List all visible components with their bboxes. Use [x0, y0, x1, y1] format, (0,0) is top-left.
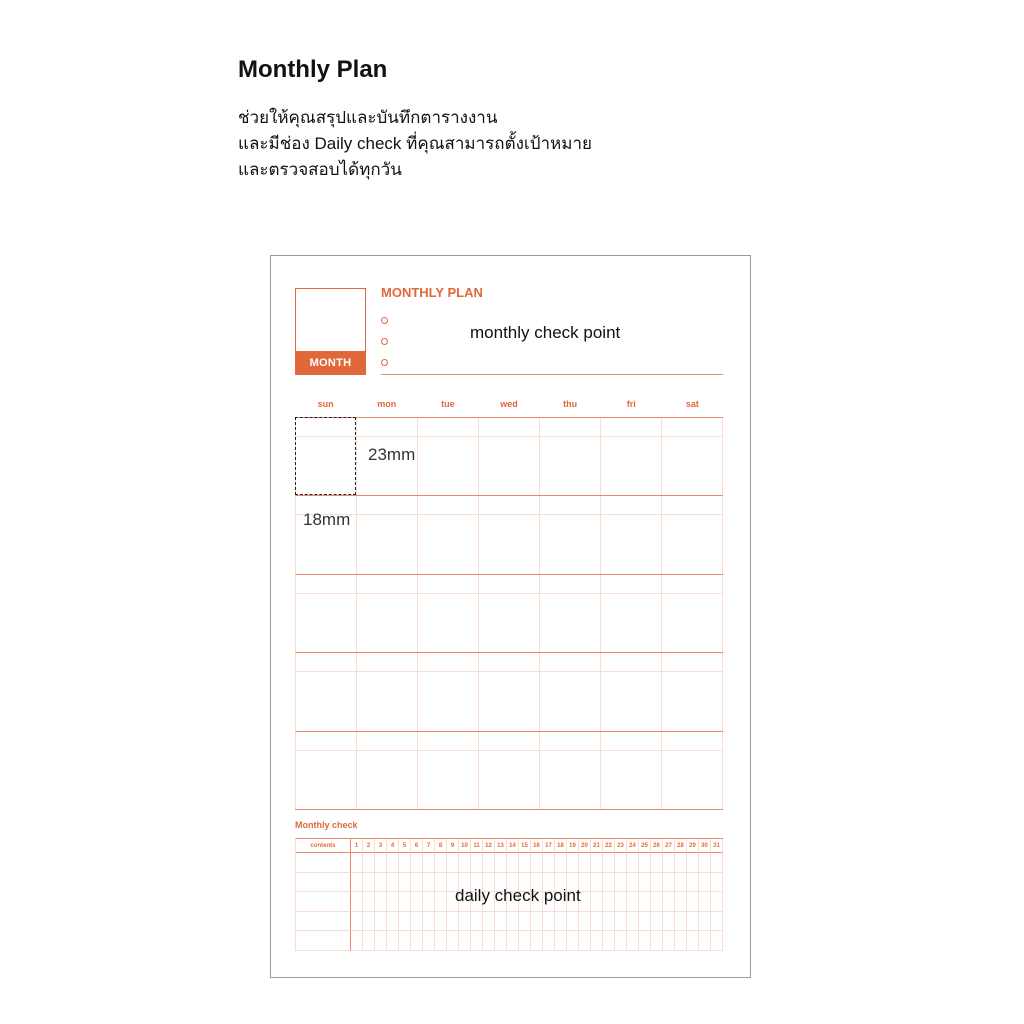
daily-check-cell	[711, 873, 723, 893]
calendar-day-cell	[418, 575, 479, 652]
daily-check-cell	[483, 912, 495, 932]
daily-check-cell	[639, 912, 651, 932]
daily-check-cell	[543, 912, 555, 932]
daily-check-cell	[567, 912, 579, 932]
day-number-header: 11	[471, 839, 483, 853]
calendar-day-cell	[479, 653, 540, 730]
weekday-label-mon: mon	[377, 399, 397, 409]
daily-check-cell	[639, 931, 651, 951]
checklist-bullet-icon	[381, 338, 388, 345]
daily-check-cell	[399, 853, 411, 873]
description-line: และตรวจสอบได้ทุกวัน	[238, 160, 402, 179]
day-number-header: 13	[495, 839, 507, 853]
daily-check-cell	[447, 931, 459, 951]
monthly-check-title: Monthly check	[295, 820, 358, 830]
daily-check-cell	[555, 931, 567, 951]
daily-check-cell	[363, 931, 375, 951]
daily-check-cell	[495, 853, 507, 873]
month-box	[295, 288, 366, 375]
contents-entry-cell	[296, 931, 351, 951]
daily-check-cell	[399, 892, 411, 912]
day-number-header: 26	[651, 839, 663, 853]
calendar-day-cell	[662, 418, 723, 495]
daily-check-cell	[423, 912, 435, 932]
day-number-header: 21	[591, 839, 603, 853]
daily-check-cell	[651, 873, 663, 893]
weekday-label-tue: tue	[441, 399, 455, 409]
day-number-header: 22	[603, 839, 615, 853]
calendar-day-cell	[662, 496, 723, 573]
daily-check-cell	[591, 931, 603, 951]
daily-check-cell	[507, 912, 519, 932]
daily-check-cell	[627, 853, 639, 873]
daily-check-cell	[627, 892, 639, 912]
daily-check-cell	[627, 931, 639, 951]
day-number-header: 24	[627, 839, 639, 853]
daily-check-cell	[615, 931, 627, 951]
daily-check-cell	[435, 853, 447, 873]
calendar-day-cell	[296, 732, 357, 809]
monthly-plan-heading: MONTHLY PLAN	[381, 285, 483, 300]
daily-check-cell	[639, 892, 651, 912]
daily-check-cell	[579, 912, 591, 932]
calendar-day-cell	[357, 732, 418, 809]
daily-check-cell	[375, 931, 387, 951]
daily-check-cell	[711, 912, 723, 932]
calendar-day-cell	[601, 496, 662, 573]
daily-check-cell	[603, 912, 615, 932]
day-number-header: 23	[615, 839, 627, 853]
daily-check-cell	[663, 931, 675, 951]
daily-check-cell	[603, 892, 615, 912]
day-number-header: 5	[399, 839, 411, 853]
daily-check-cell	[483, 853, 495, 873]
description-line: และมีช่อง Daily check ที่คุณสามารถตั้งเป้าหมาย	[238, 134, 592, 153]
calendar-day-cell	[296, 496, 357, 573]
daily-check-cell	[363, 853, 375, 873]
calendar-day-cell	[601, 418, 662, 495]
daily-check-cell	[579, 853, 591, 873]
daily-check-cell	[447, 853, 459, 873]
daily-check-cell	[711, 892, 723, 912]
daily-check-cell	[543, 853, 555, 873]
calendar-day-cell	[540, 496, 601, 573]
daily-check-cell	[627, 912, 639, 932]
day-number-header: 28	[675, 839, 687, 853]
daily-check-cell	[495, 931, 507, 951]
checklist-bullet-icon	[381, 317, 388, 324]
weekday-label-fri: fri	[626, 399, 636, 409]
daily-check-cell	[603, 931, 615, 951]
daily-check-cell	[435, 931, 447, 951]
daily-check-cell	[555, 912, 567, 932]
daily-check-cell	[603, 873, 615, 893]
calendar-day-cell	[418, 732, 479, 809]
daily-check-cell	[519, 912, 531, 932]
daily-check-cell	[483, 931, 495, 951]
daily-check-cell	[627, 873, 639, 893]
weekday-label-sun: sun	[317, 399, 334, 409]
daily-check-cell	[375, 853, 387, 873]
daily-check-cell	[543, 931, 555, 951]
day-number-header: 10	[459, 839, 471, 853]
month-label: MONTH	[296, 351, 365, 374]
daily-check-cell	[699, 892, 711, 912]
daily-check-cell	[459, 853, 471, 873]
daily-check-cell	[435, 873, 447, 893]
calendar-week-row	[295, 495, 723, 573]
calendar-day-cell	[479, 418, 540, 495]
daily-check-cell	[423, 931, 435, 951]
calendar-day-cell	[479, 496, 540, 573]
day-number-header: 31	[711, 839, 723, 853]
daily-check-cell	[387, 873, 399, 893]
daily-check-cell	[375, 912, 387, 932]
daily-check-cell	[663, 912, 675, 932]
calendar-day-cell	[357, 496, 418, 573]
daily-check-cell	[579, 931, 591, 951]
daily-check-cell	[399, 873, 411, 893]
daily-check-cell	[663, 853, 675, 873]
day-number-header: 15	[519, 839, 531, 853]
calendar-day-cell	[357, 575, 418, 652]
day-number-header: 6	[411, 839, 423, 853]
weekday-label-thu: thu	[563, 399, 578, 409]
day-number-header: 7	[423, 839, 435, 853]
daily-check-cell	[519, 931, 531, 951]
daily-check-cell	[711, 853, 723, 873]
calendar-day-cell	[479, 732, 540, 809]
calendar-week-row	[295, 652, 723, 730]
cell-width-label: 18mm	[303, 510, 351, 529]
weekday-label-sat: sat	[685, 399, 699, 409]
daily-check-cell	[399, 931, 411, 951]
daily-check-cell	[711, 931, 723, 951]
daily-check-cell	[411, 892, 423, 912]
day-number-header: 17	[543, 839, 555, 853]
calendar-day-cell	[540, 653, 601, 730]
daily-check-cell	[471, 931, 483, 951]
daily-check-cell	[507, 853, 519, 873]
daily-check-cell	[663, 892, 675, 912]
day-number-header: 25	[639, 839, 651, 853]
calendar-day-cell	[296, 575, 357, 652]
calendar-day-cell	[601, 575, 662, 652]
daily-check-cell	[603, 853, 615, 873]
daily-check-cell	[531, 912, 543, 932]
daily-check-cell	[459, 912, 471, 932]
daily-check-cell	[507, 931, 519, 951]
daily-check-cell	[567, 931, 579, 951]
checklist-bullet-icon	[381, 359, 388, 366]
calendar-day-cell	[357, 653, 418, 730]
daily-check-cell	[699, 873, 711, 893]
calendar-day-cell	[418, 496, 479, 573]
daily-check-cell	[471, 853, 483, 873]
day-number-header: 3	[375, 839, 387, 853]
daily-check-cell	[351, 912, 363, 932]
day-number-header: 18	[555, 839, 567, 853]
page-title: Monthly Plan	[238, 56, 388, 83]
daily-check-cell	[651, 931, 663, 951]
daily-check-cell	[531, 931, 543, 951]
daily-check-cell	[555, 853, 567, 873]
daily-check-cell	[651, 892, 663, 912]
calendar-day-cell	[601, 653, 662, 730]
daily-check-cell	[411, 931, 423, 951]
daily-check-cell	[387, 931, 399, 951]
daily-check-cell	[699, 912, 711, 932]
description-line: ช่วยให้คุณสรุปและบันทึกตารางงาน	[238, 108, 498, 127]
calendar-day-cell	[540, 575, 601, 652]
daily-check-cell	[675, 931, 687, 951]
calendar-day-cell	[662, 575, 723, 652]
contents-entry-cell	[296, 892, 351, 912]
daily-check-cell	[375, 892, 387, 912]
cell-height-label: 23mm	[368, 445, 416, 464]
day-number-header: 2	[363, 839, 375, 853]
daily-check-cell	[387, 853, 399, 873]
day-number-header: 14	[507, 839, 519, 853]
daily-check-cell	[687, 873, 699, 893]
daily-check-cell	[399, 912, 411, 932]
calendar-week-row	[295, 731, 723, 809]
contents-entry-cell	[296, 873, 351, 893]
daily-check-cell	[663, 873, 675, 893]
daily-check-cell	[567, 853, 579, 873]
daily-check-cell	[471, 912, 483, 932]
day-number-header: 19	[567, 839, 579, 853]
weekday-header-row	[295, 398, 723, 410]
daily-check-cell	[591, 853, 603, 873]
day-number-header: 29	[687, 839, 699, 853]
daily-check-cell	[699, 853, 711, 873]
day-number-header: 20	[579, 839, 591, 853]
daily-check-point-label: daily check point	[455, 886, 581, 905]
daily-check-cell	[435, 912, 447, 932]
calendar-day-cell	[418, 418, 479, 495]
calendar-day-cell	[662, 653, 723, 730]
day-number-header: 1	[351, 839, 363, 853]
calendar-grid	[295, 417, 723, 810]
daily-check-cell	[411, 873, 423, 893]
day-number-header: 30	[699, 839, 711, 853]
calendar-week-row	[295, 574, 723, 652]
daily-check-cell	[375, 873, 387, 893]
cell-size-guide	[295, 417, 356, 495]
calendar-day-cell	[296, 653, 357, 730]
planner-sheet	[270, 255, 751, 978]
daily-check-cell	[423, 892, 435, 912]
day-number-header: 9	[447, 839, 459, 853]
calendar-day-cell	[662, 732, 723, 809]
daily-check-cell	[435, 892, 447, 912]
contents-entry-cell	[296, 853, 351, 873]
daily-check-cell	[591, 892, 603, 912]
day-number-header: 4	[387, 839, 399, 853]
daily-check-cell	[495, 912, 507, 932]
daily-check-cell	[675, 892, 687, 912]
daily-check-cell	[615, 853, 627, 873]
daily-check-cell	[411, 853, 423, 873]
day-number-header: 12	[483, 839, 495, 853]
daily-check-cell	[351, 892, 363, 912]
daily-check-cell	[675, 873, 687, 893]
daily-check-cell	[387, 912, 399, 932]
day-number-header: 8	[435, 839, 447, 853]
day-number-header: 16	[531, 839, 543, 853]
daily-check-cell	[363, 892, 375, 912]
daily-check-cell	[351, 853, 363, 873]
calendar-day-cell	[479, 575, 540, 652]
daily-check-cell	[459, 931, 471, 951]
daily-check-cell	[675, 853, 687, 873]
daily-check-cell	[639, 853, 651, 873]
daily-check-cell	[675, 912, 687, 932]
weekday-label-wed: wed	[500, 399, 518, 409]
daily-check-cell	[699, 931, 711, 951]
calendar-day-cell	[540, 418, 601, 495]
daily-check-cell	[651, 853, 663, 873]
monthly-check-point-label: monthly check point	[470, 323, 621, 342]
daily-check-cell	[615, 873, 627, 893]
calendar-day-cell	[540, 732, 601, 809]
daily-check-cell	[687, 931, 699, 951]
calendar-day-cell	[601, 732, 662, 809]
contents-entry-cell	[296, 912, 351, 932]
calendar-day-cell	[418, 653, 479, 730]
daily-check-cell	[687, 892, 699, 912]
daily-check-cell	[639, 873, 651, 893]
daily-check-cell	[615, 892, 627, 912]
daily-check-cell	[351, 873, 363, 893]
calendar-week-row	[295, 417, 723, 495]
daily-check-cell	[519, 853, 531, 873]
daily-check-cell	[687, 912, 699, 932]
daily-check-cell	[351, 931, 363, 951]
daily-check-cell	[591, 912, 603, 932]
contents-header: contents	[296, 839, 351, 853]
daily-check-cell	[363, 912, 375, 932]
daily-check-cell	[615, 912, 627, 932]
daily-check-cell	[687, 853, 699, 873]
monthly-plan-divider	[381, 374, 723, 375]
daily-check-cell	[531, 853, 543, 873]
daily-check-cell	[423, 853, 435, 873]
day-number-header: 27	[663, 839, 675, 853]
daily-check-cell	[651, 912, 663, 932]
daily-check-cell	[423, 873, 435, 893]
daily-check-cell	[447, 912, 459, 932]
daily-check-cell	[591, 873, 603, 893]
daily-check-cell	[387, 892, 399, 912]
product-description	[238, 105, 592, 183]
daily-check-cell	[363, 873, 375, 893]
daily-check-cell	[411, 912, 423, 932]
